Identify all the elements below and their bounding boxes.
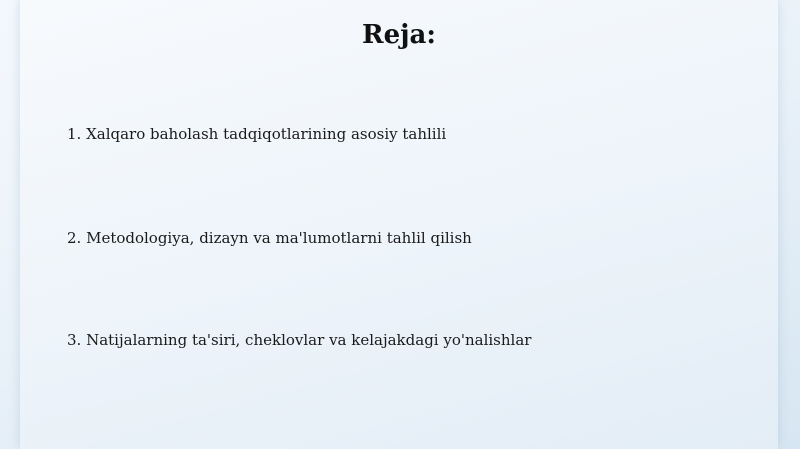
slide (20, 0, 778, 449)
plan-item-2: 2. Metodologiya, dizayn va ma'lumotlarni tahlil qilish (67, 229, 472, 247)
plan-item-3: 3. Natijalarning ta'siri, cheklovlar va kelajakdagi yo'nalishlar (67, 331, 532, 349)
plan-item-1: 1. Xalqaro baholash tadqiqotlarining asosiy tahlili (67, 125, 447, 143)
slide-title: Reja: (361, 20, 436, 50)
